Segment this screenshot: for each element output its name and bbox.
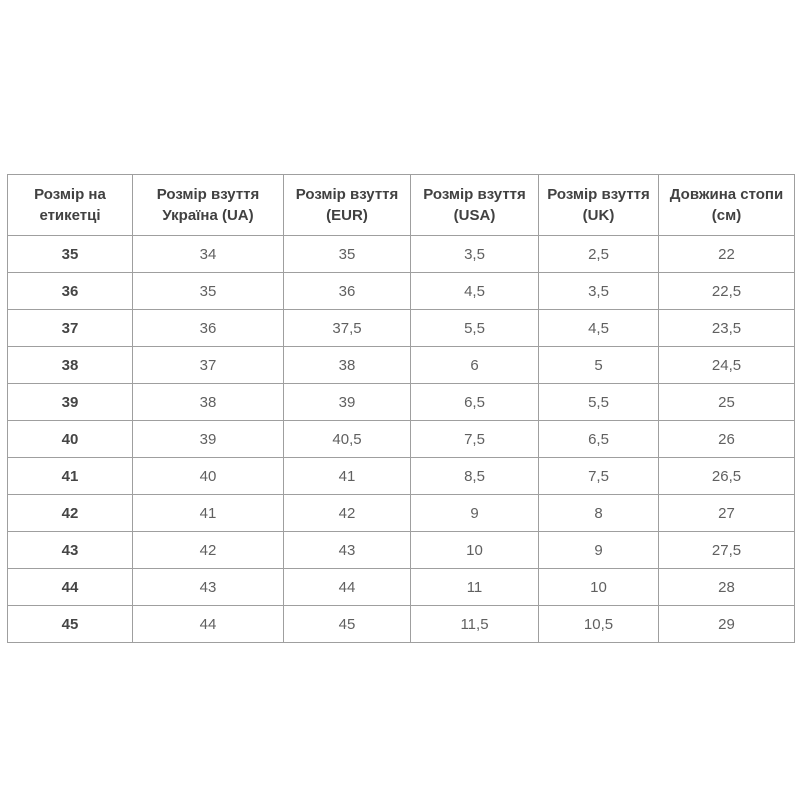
size-value-cell: 35 (284, 236, 411, 273)
column-header: Розмір взуття Україна (UA) (133, 175, 284, 236)
size-value-cell: 4,5 (411, 273, 539, 310)
label-size-cell: 39 (8, 384, 133, 421)
label-size-cell: 40 (8, 421, 133, 458)
size-value-cell: 8,5 (411, 458, 539, 495)
label-size-cell: 44 (8, 569, 133, 606)
table-row (8, 421, 795, 458)
size-value-cell: 34 (133, 236, 284, 273)
size-value-cell: 45 (284, 606, 411, 643)
label-size-cell: 42 (8, 495, 133, 532)
table-header (8, 175, 795, 236)
size-value-cell: 8 (539, 495, 659, 532)
size-value-cell: 5 (539, 347, 659, 384)
size-value-cell: 2,5 (539, 236, 659, 273)
size-value-cell: 11 (411, 569, 539, 606)
table-row (8, 458, 795, 495)
shoe-size-conversion-table (7, 174, 795, 643)
table-row (8, 273, 795, 310)
column-header: Розмір взуття (USA) (411, 175, 539, 236)
column-header: Розмір взуття (EUR) (284, 175, 411, 236)
size-value-cell: 39 (284, 384, 411, 421)
size-value-cell: 26,5 (659, 458, 795, 495)
table-body (8, 236, 795, 643)
size-value-cell: 27 (659, 495, 795, 532)
size-value-cell: 43 (284, 532, 411, 569)
size-value-cell: 6,5 (539, 421, 659, 458)
column-header: Розмір на етикетці (8, 175, 133, 236)
column-header: Довжина стопи (см) (659, 175, 795, 236)
size-value-cell: 6 (411, 347, 539, 384)
size-value-cell: 22,5 (659, 273, 795, 310)
table-row (8, 347, 795, 384)
size-value-cell: 11,5 (411, 606, 539, 643)
size-value-cell: 42 (284, 495, 411, 532)
label-size-cell: 43 (8, 532, 133, 569)
table-row (8, 384, 795, 421)
size-value-cell: 28 (659, 569, 795, 606)
size-value-cell: 5,5 (411, 310, 539, 347)
table-row (8, 569, 795, 606)
size-value-cell: 37 (133, 347, 284, 384)
header-row (8, 175, 795, 236)
table-row (8, 495, 795, 532)
size-value-cell: 10 (411, 532, 539, 569)
size-value-cell: 37,5 (284, 310, 411, 347)
size-value-cell: 39 (133, 421, 284, 458)
size-value-cell: 36 (133, 310, 284, 347)
size-value-cell: 40 (133, 458, 284, 495)
size-value-cell: 4,5 (539, 310, 659, 347)
label-size-cell: 36 (8, 273, 133, 310)
size-value-cell: 35 (133, 273, 284, 310)
size-value-cell: 5,5 (539, 384, 659, 421)
size-value-cell: 3,5 (539, 273, 659, 310)
size-value-cell: 23,5 (659, 310, 795, 347)
label-size-cell: 45 (8, 606, 133, 643)
size-value-cell: 44 (284, 569, 411, 606)
table-row (8, 532, 795, 569)
size-value-cell: 22 (659, 236, 795, 273)
column-header: Розмір взуття (UK) (539, 175, 659, 236)
size-value-cell: 7,5 (411, 421, 539, 458)
size-value-cell: 27,5 (659, 532, 795, 569)
size-value-cell: 44 (133, 606, 284, 643)
size-value-cell: 26 (659, 421, 795, 458)
size-value-cell: 40,5 (284, 421, 411, 458)
size-value-cell: 41 (133, 495, 284, 532)
size-value-cell: 7,5 (539, 458, 659, 495)
table-row (8, 606, 795, 643)
label-size-cell: 41 (8, 458, 133, 495)
size-value-cell: 10 (539, 569, 659, 606)
size-value-cell: 24,5 (659, 347, 795, 384)
size-value-cell: 29 (659, 606, 795, 643)
size-value-cell: 38 (133, 384, 284, 421)
size-value-cell: 6,5 (411, 384, 539, 421)
table-row (8, 236, 795, 273)
size-value-cell: 3,5 (411, 236, 539, 273)
size-value-cell: 42 (133, 532, 284, 569)
size-value-cell: 9 (539, 532, 659, 569)
size-value-cell: 43 (133, 569, 284, 606)
size-value-cell: 10,5 (539, 606, 659, 643)
label-size-cell: 35 (8, 236, 133, 273)
table-row (8, 310, 795, 347)
size-value-cell: 9 (411, 495, 539, 532)
size-value-cell: 25 (659, 384, 795, 421)
size-value-cell: 36 (284, 273, 411, 310)
size-value-cell: 38 (284, 347, 411, 384)
size-value-cell: 41 (284, 458, 411, 495)
label-size-cell: 38 (8, 347, 133, 384)
label-size-cell: 37 (8, 310, 133, 347)
